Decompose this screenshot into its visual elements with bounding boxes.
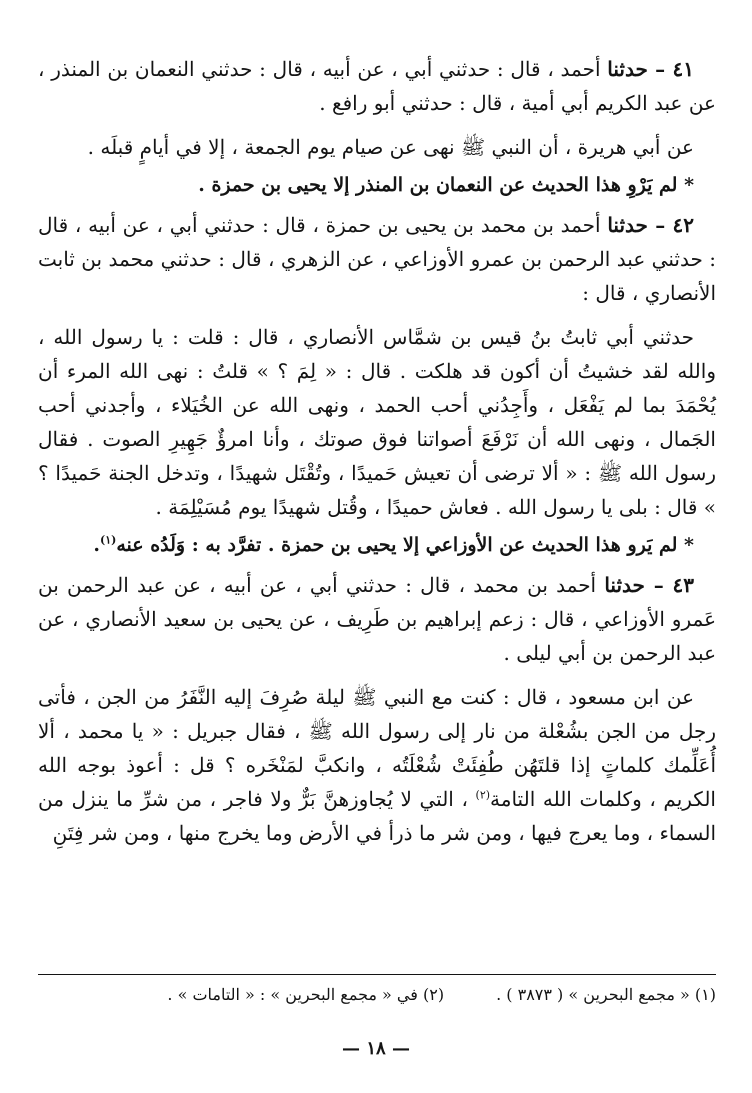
- hadith-42-number: ٤٢ – حدثنا: [607, 213, 694, 237]
- hadith-42-note: [38, 528, 716, 562]
- hadith-43-isnad: [38, 568, 716, 670]
- hadith-43-isnad-text: أحمد بن محمد ، قال : حدثني أبي ، عن أبيه ، عن عبد الرحمن بن عَمرو الأوزاعي ، قال : زعم إبراهيم بن طَرِيف ، عن يحيى بن سعيد الأنصاري ، عن عبد الرحمن بن أبي ليلى .: [38, 573, 716, 665]
- hadith-41-isnad-text: أحمد ، قال : حدثني أبي ، عن أبيه ، قال : حدثني النعمان بن المنذر ، عن عبد الكريم أبي أمية ، قال : حدثني أبو رافع .: [38, 57, 716, 115]
- hadith-42-isnad-text: أحمد بن محمد بن يحيى بن حمزة ، قال : حدثني أبي ، عن أبيه ، قال : حدثني عبد الرحمن بن عمرو الأوزاعي ، عن الزهري ، قال : حدثني محمد بن ثابت الأنصاري ، قال :: [38, 213, 716, 305]
- hadith-42-note-text: * لم يَرو هذا الحديث عن الأوزاعي إلا يحيى بن حمزة . تفرَّد به : وَلَدُه عنه: [116, 534, 694, 556]
- hadith-41-isnad: [38, 52, 716, 120]
- hadith-42-isnad: [38, 208, 716, 310]
- hadith-42-note-end: .: [93, 534, 100, 556]
- footnote-1: (١) « مجمع البحرين » ( ٣٨٧٣ ) .: [496, 985, 716, 1004]
- footnotes: [38, 982, 716, 1008]
- hadith-43-text: [38, 680, 716, 850]
- footnote-ref-2[interactable]: (٢): [475, 788, 491, 802]
- hadith-43-text-a: عن ابن مسعود ، قال : كنت مع النبي ﷺ ليلة صُرِفَ إليه النَّفَرُ من الجن ، فأتى رجل من الجن بشُعْلة من نار إلى رسول الله ﷺ ، فقال جبريل : « يا محمد ، ألا أُعَلِّمك كلماتٍ إذا قلتَهُن طُفِئَتْ شُعْلَتُه ، وانكبَّ لمَنْخَره ؟ قل : أعوذ بوجه الله الكريم ، وكلمات الله التامة: [38, 685, 716, 811]
- hadith-41-note: * لم يَرْوِ هذا الحديث عن النعمان بن المنذر إلا يحيى بن حمزة .: [198, 174, 694, 196]
- hadith-41-text: عن أبي هريرة ، أن النبي ﷺ نهى عن صيام يوم الجمعة ، إلا في أيامٍ قبلَه .: [87, 135, 694, 159]
- footnote-ref-1[interactable]: (١): [99, 533, 117, 547]
- hadith-43-text-b: ، التي لا يُجاوزهنَّ بَرٌّ ولا فاجر ، من شرِّ ما ينزل من السماء ، وما يعرج فيها ، ومن شر ما ذرأ في الأرض وما يخرج منها ، ومن شر فِتَنِ: [38, 787, 716, 845]
- hadith-43-number: ٤٣ – حدثنا: [604, 573, 694, 597]
- page-number: — ١٨ —: [342, 1038, 410, 1059]
- hadith-42-text: حدثني أبي ثابتُ بنُ قيس بن شمَّاس الأنصاري ، قال : قلت : يا رسول الله ، والله لقد خشيتُ أن أكون قد هلكت . قال : « لِمَ ؟ » قلتُ : نهى الله المرء أن يُحْمَدَ بما لم يَفْعَل ، وأَجِدُني أحب الحمد ، ونهى الله عن الخُيَلاء ، وأجدني أحب الجَمال ، ونهى الله أن نَرْفَعَ أصواتنا فوق صوتك ، وأنا امرؤٌ جَهِيرِ الصوت . فقال رسول الله ﷺ : « ألا ترضى أن تعيش حَميدًا ، وتُقْتَل شهيدًا ، وتدخل الجنة حَميدًا ؟ » قال : بلى يا رسول الله . فعاش حميدًا ، وقُتل شهيدًا يوم مُسَيْلِمَة .: [38, 325, 716, 519]
- footnote-divider: [38, 974, 716, 975]
- footnote-2: (٢) في « مجمع البحرين » : « التامات » .: [167, 985, 445, 1004]
- hadith-41-number: ٤١ – حدثنا: [607, 57, 695, 81]
